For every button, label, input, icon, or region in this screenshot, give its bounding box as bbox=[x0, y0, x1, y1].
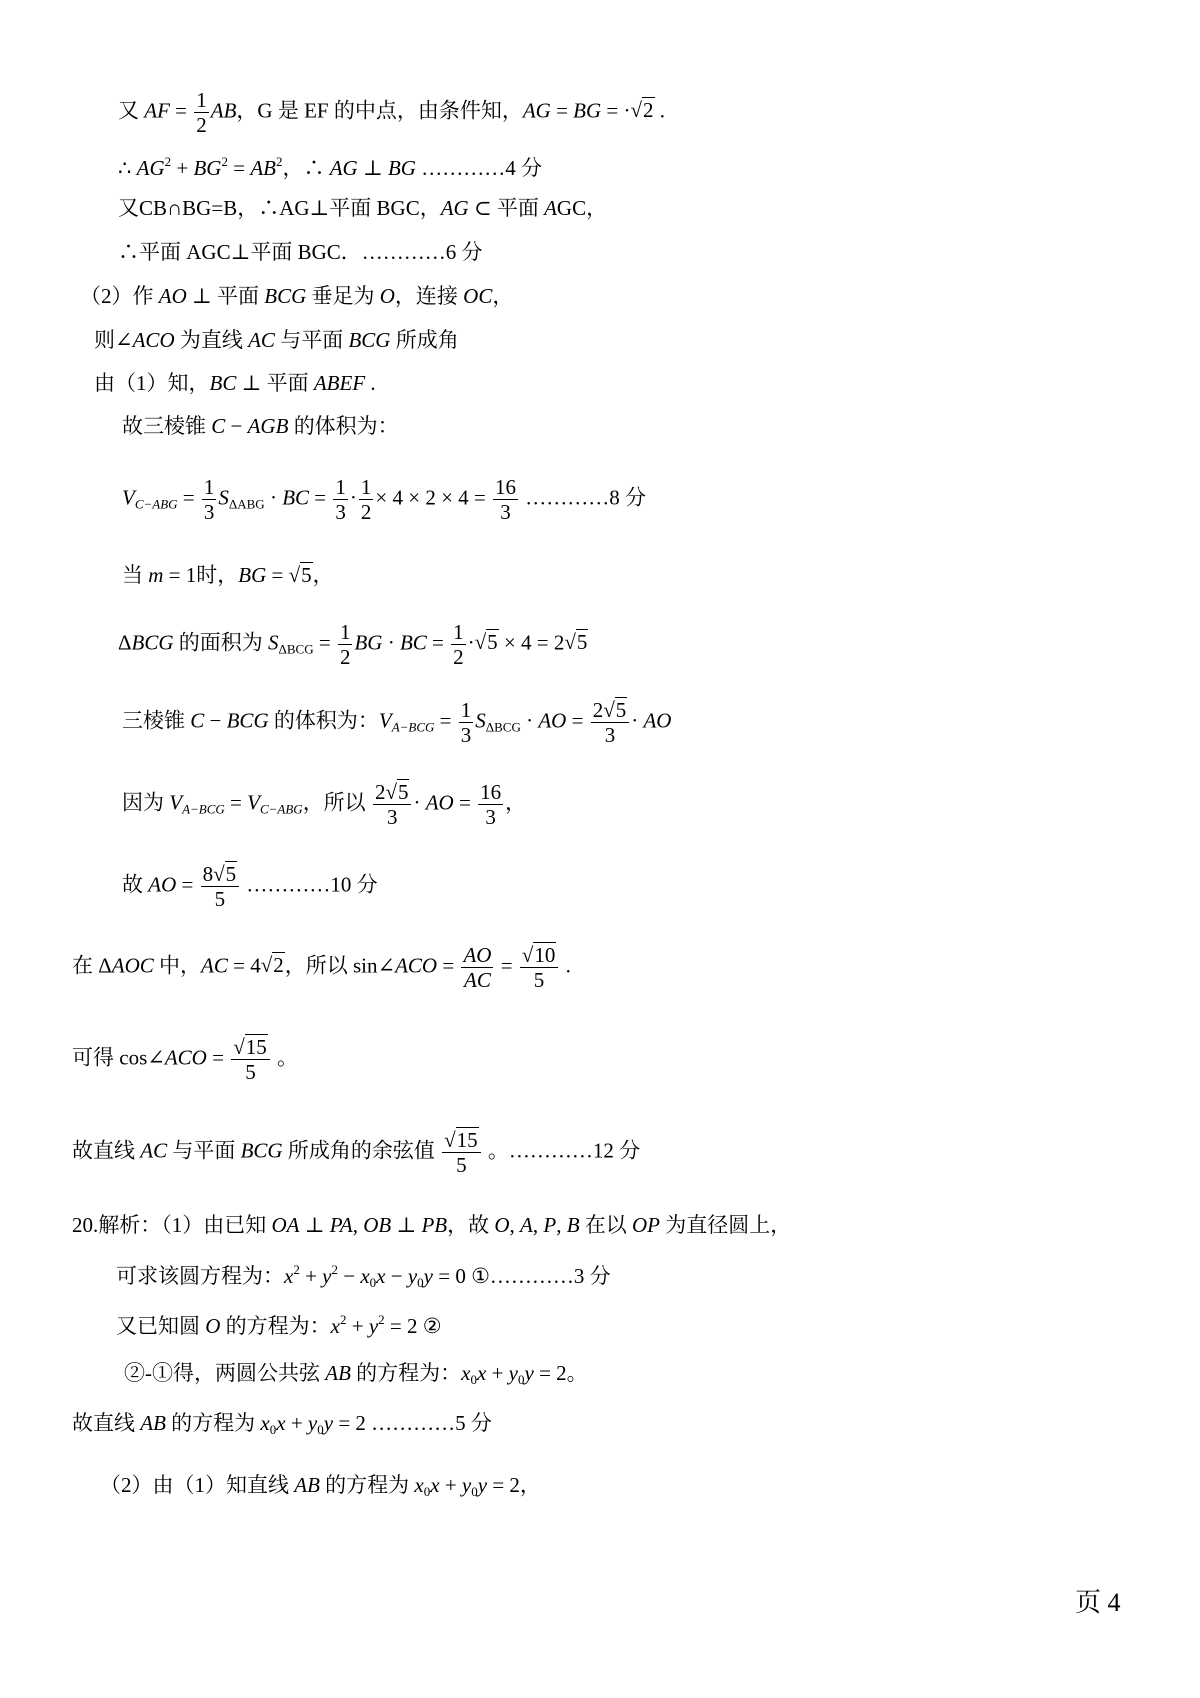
line-8: 故三棱锥 C − AGB 的体积为： bbox=[122, 414, 399, 438]
line-14: 故 AO = $\frac{8√5}{5}$ …………10 分 bbox=[122, 862, 378, 912]
line-5: （2）作 AO ⊥ 平面 BCG 垂足为 O，连接 OC， bbox=[80, 284, 514, 308]
line-16: 可得 cos∠ACO = $\frac{√15}{5}$ 。 bbox=[72, 1035, 298, 1085]
line-6: 则∠ACO 为直线 AC 与平面 BCG 所成角 bbox=[94, 328, 459, 352]
line-11: ΔBCG 的面积为 $S_{\Delta BCG}$ = $\frac{1}{2}$ BG · BC = $\frac{1}{2}$ ·√5 × 4 = 2√5 bbox=[118, 620, 588, 670]
line-15: 在 ΔAOC 中，AC = 4√2，所以 sin∠ACO = $\frac{AO}{AC}$ = $\frac{√10}{5}$ . bbox=[72, 943, 571, 993]
line-3: 又CB∩BG=B，∴AG⊥平面 BGC，AG ⊂ 平面 AGC， bbox=[118, 196, 608, 220]
page-number: 页 4 bbox=[1075, 1588, 1121, 1617]
line-17: 故直线 AC 与平面 BCG 所成角的余弦值 $\frac{√15}{5}$ 。…………12 分 bbox=[72, 1128, 641, 1178]
line-7: 由（1）知，BC ⊥ 平面 ABEF . bbox=[94, 371, 376, 395]
line-9: $V_{C-ABG}$ = $\frac{1}{3}$ $S_{\Delta ABG}$ · BC = $\frac{1}{3}$ · $\frac{1}{2}$ × 4 × 2 × 4 = $\frac{16}{3}$ …………8 分 bbox=[122, 475, 647, 525]
line-22: 故直线 AB 的方程为 $x_0x + y_0y = 2$ …………5 分 bbox=[72, 1411, 492, 1437]
line-18: 20.解析：（1）由已知 OA ⊥ PA, OB ⊥ PB，故 O, A, P, B 在以 OP 为直径圆上， bbox=[72, 1213, 792, 1237]
line-1: 又 AF = $\frac{1}{2}$ AB，G 是 EF 的中点，由条件知，AG = BG = ·√2 . bbox=[118, 88, 666, 138]
line-2: ∴ $AG^2 + BG^2 = AB^2$，∴ AG ⊥ BG …………4 分 bbox=[118, 154, 542, 180]
line-20: 又已知圆 O 的方程为：$x^2 + y^2 = 2$ ② bbox=[116, 1312, 442, 1338]
line-4: ∴平面 AGC⊥平面 BGC．…………6 分 bbox=[118, 240, 483, 264]
line-19: 可求该圆方程为：$x^2 + y^2 - x_0x - y_0y = 0$ ①…………3 分 bbox=[116, 1262, 611, 1290]
line-23: （2）由（1）知直线 AB 的方程为 $x_0x + y_0y = 2$， bbox=[100, 1473, 541, 1499]
line-12: 三棱锥 C − BCG 的体积为：$V_{A-BCG}$ = $\frac{1}{3}$ $S_{\Delta BCG}$ · AO = $\frac{2√5}{3}$ · AO bbox=[122, 698, 672, 748]
line-10: 当 m = 1时，BG = √5， bbox=[122, 563, 334, 587]
line-13: 因为 $V_{A-BCG} = V_{C-ABG}$，所以 $\frac{2√5}{3}$ · AO = $\frac{16}{3}$ ， bbox=[122, 780, 527, 830]
line-21: ②-①得，两圆公共弦 AB 的方程为：$x_0x + y_0y = 2$。 bbox=[124, 1361, 588, 1387]
